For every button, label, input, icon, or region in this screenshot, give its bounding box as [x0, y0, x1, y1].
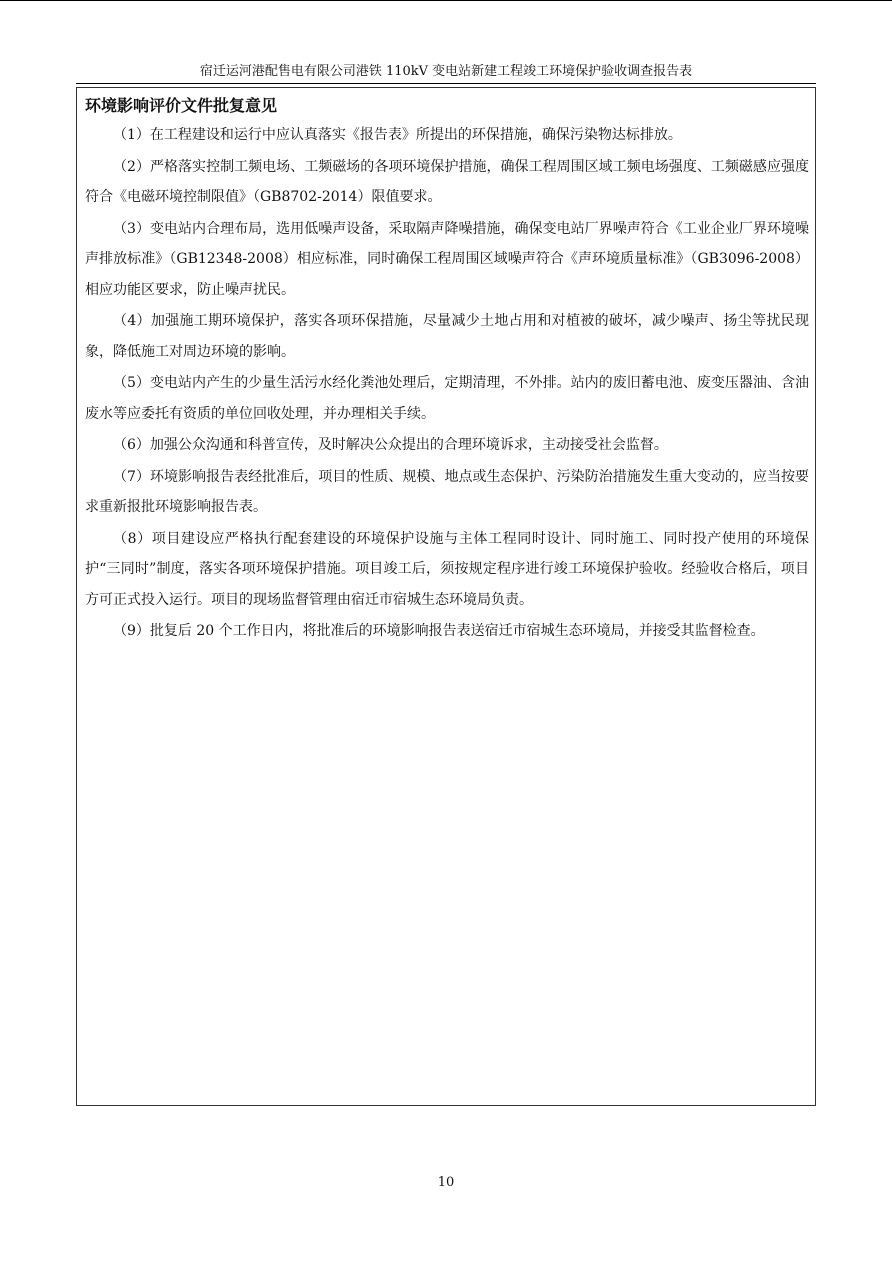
- paragraph-2: （2）严格落实控制工频电场、工频磁场的各项环境保护措施，确保工程周围区域工频电场强度、工频磁感应强度符合《电磁环境控制限值》（GB8702-2014）限值要求。: [85, 158, 809, 205]
- paragraph-7: （7）环境影响报告表经批准后，项目的性质、规模、地点或生态保护、污染防治措施发生重大变动的，应当按要求重新报批环境影响报告表。: [85, 468, 809, 515]
- paragraph-1: （1）在工程建设和运行中应认真落实《报告表》所提出的环保措施，确保污染物达标排放。: [113, 127, 682, 143]
- header-divider: [76, 83, 816, 84]
- paragraph-9: （9）批复后 20 个工作日内，将批准后的环境影响报告表送宿迁市宿城生态环境局，并接受其监督检查。: [113, 623, 765, 639]
- running-header: 宿迁运河港配售电有限公司港铁 110kV 变电站新建工程竣工环境保护验收调查报告表: [199, 64, 693, 79]
- paragraph-3: （3）变电站内合理布局，选用低噪声设备，采取隔声降噪措施，确保变电站厂界噪声符合《工业企业厂界环境噪声排放标准》（GB12348-2008）相应标准，同时确保工程周围区域噪声符合《声环境质量标准》（GB3096-2008）相应功能区要求，防止噪声扰民。: [85, 220, 809, 298]
- paragraph-5: （5）变电站内产生的少量生活污水经化粪池处理后，定期清理，不外排。站内的废旧蓄电池、废变压器油、含油废水等应委托有资质的单位回收处理，并办理相关手续。: [85, 375, 809, 422]
- paragraph-8: （8）项目建设应严格执行配套建设的环境保护设施与主体工程同时设计、同时施工、同时投产使用的环境保护“三同时”制度，落实各项环境保护措施。项目竣工后，须按规定程序进行竣工环境保护验收。经验收合格后，项目方可正式投入运行。项目的现场监督管理由宿迁市宿城生态环境局负责。: [85, 530, 809, 608]
- paragraph-4: （4）加强施工期环境保护，落实各项环保措施，尽量减少土地占用和对植被的破坏，减少噪声、扬尘等扰民现象，降低施工对周边环境的影响。: [85, 313, 809, 360]
- approval-opinion-box: [76, 87, 816, 1106]
- section-title: 环境影响评价文件批复意见: [85, 96, 278, 115]
- approval-paragraphs: [85, 120, 809, 648]
- paragraph-6: （6）加强公众沟通和科普宣传，及时解决公众提出的合理环境诉求，主动接受社会监督。: [113, 437, 668, 453]
- top-border-line: [0, 0, 892, 1]
- page-number: 10: [437, 1175, 455, 1190]
